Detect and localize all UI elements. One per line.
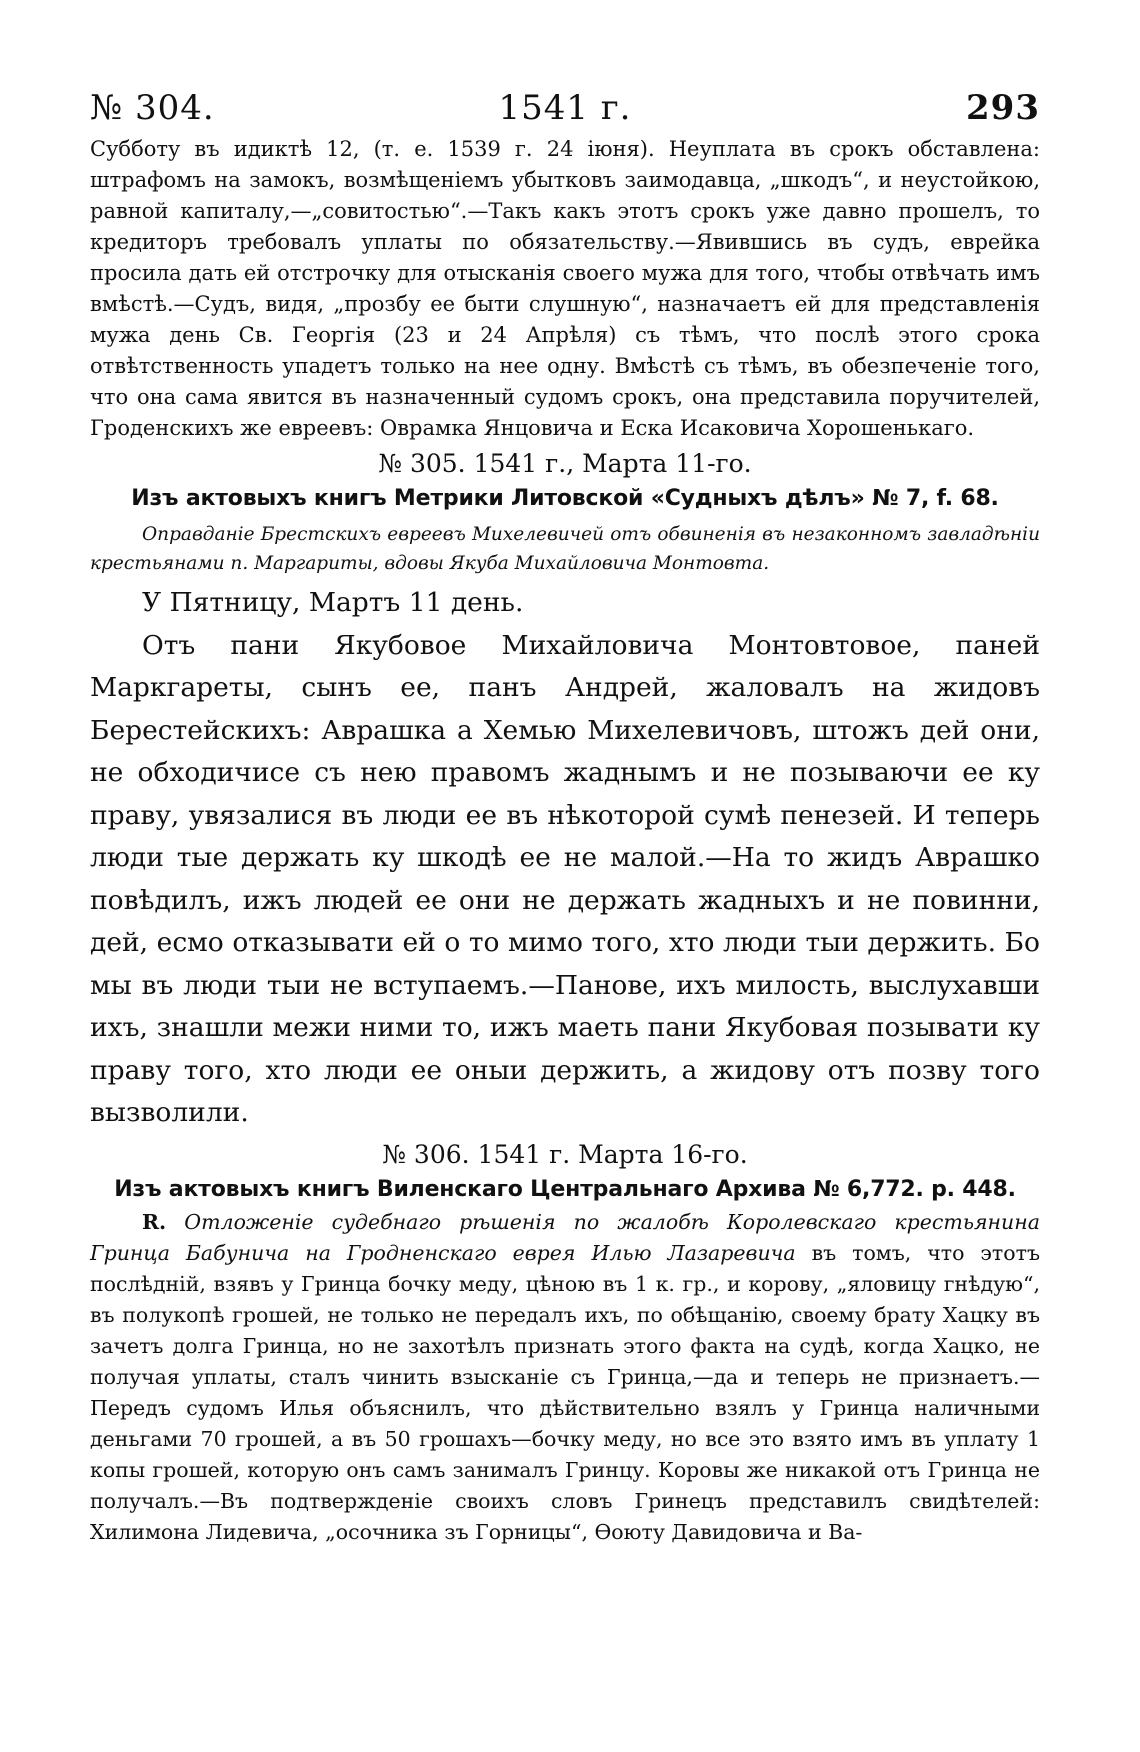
doc306-summary: Отложеніе судебнаго рѣшенія по жалобѣ Королевскаго крестьянина Гринца Бабунича на Гродненскаго еврея Илью Лазаревича (90, 1209, 1040, 1265)
doc305-section (90, 446, 1040, 1135)
continuation-paragraph: Субботу въ идиктѣ 12, (т. е. 1539 г. 24 іюня). Неуплата въ срокъ обставлена: штрафомъ на замокъ, возмѣщеніемъ убытковъ заимодавца, „шкодъ“, и неустойкою, равной капиталу,—„совитостью“.—Такъ какъ этотъ срокъ уже давно прошелъ, то кредиторъ требовалъ уплаты по обязательству.—Явившись въ судъ, еврейка просила дать ей отстрочку для отысканія своего мужа для того, чтобы отвѣчать имъ вмѣстѣ.—Судъ, видя, „прозбу ее быти слушную“, назначаетъ ей для представленія мужа день Св. Георгія (23 и 24 Апрѣля) съ тѣмъ, что послѣ этого срока отвѣтственность упадетъ только на нее одну. Вмѣстѣ съ тѣмъ, въ обезпеченіе того, что она сама явится въ назначенный судомъ срокъ, она представила поручителей, Гроденскихъ же евреевъ: Оврамка Янцовича и Еска Исаковича Хорошенькаго. (90, 137, 1040, 440)
document-page (90, 78, 1040, 1548)
header-year: 1541 г. (498, 88, 632, 128)
doc305-opening: У Пятницу, Мартъ 11 день. (142, 587, 524, 618)
doc306-marker: R. (142, 1209, 167, 1234)
doc306-source: Изъ актовыхъ книгъ Виленскаго Центральнаго Архива № 6,772. р. 448. (114, 1176, 1016, 1202)
doc305-body: Отъ пани Якубовое Михайловича Монтовтовое, паней Маркгареты, сынъ ее, панъ Андрей, жаловалъ на жидовъ Берестейскихъ: Аврашка а Хемью Михелевичовъ, штожъ дей они, не обходичисе съ нею правомъ жаднымъ и не позываючи ее ку праву, увязалися въ люди ее въ нѣкоторой сумѣ пенезей. И теперь люди тые держать ку шкодѣ ее не малой.—На то жидъ Аврашко повѣдилъ, ижъ людей ее они не держать жадныхъ и не повинни, дей, есмо отказывати ей о то мимо того, хто люди тыи держить. Бо мы въ люди тыи не вступаемъ.—Панове, ихъ милость, выслухавши ихъ, знашли межи ними то, ижъ маеть пани Якубовая позывати ку праву того, хто люди ее оныи держить, а жидову отъ позву того вызволили. (90, 629, 1040, 1128)
doc305-text (90, 582, 1040, 1135)
doc306-section (90, 1137, 1040, 1548)
doc306-body: въ томъ, что этотъ послѣдній, взявъ у Гринца бочку меду, цѣною въ 1 к. гр., и корову, „яловицу гнѣдую“, въ полукопѣ грошей, не только не передалъ ихъ, по обѣщанію, своему брату Хацку въ зачетъ долга Гринца, но не захотѣлъ признать этого факта на судѣ, когда Хацко, не получая уплаты, сталъ чинить взысканіе съ Гринца,—да и теперь не признаетъ.—Передъ судомъ Илья объяснилъ, что дѣйствительно взялъ у Гринца наличными деньгами 70 грошей, а въ 50 грошахъ—бочку меду, но все это взято имъ въ уплату 1 копы грошей, которую онъ самъ занималъ Гринцу. Коровы же никакой отъ Гринца не получалъ.—Въ подтвержденіе своихъ словъ Гринецъ представилъ свидѣтелей: Хилимона Лидевича, „осочника зъ Горницы“, Өоюту Давидовича и Ва- (90, 1240, 1040, 1544)
doc305-title: № 305. 1541 г., Марта 11-го. (378, 449, 752, 478)
page-number: 293 (966, 88, 1040, 128)
doc306-title: № 306. 1541 г. Марта 16-го. (382, 1139, 748, 1169)
header-doc-number: № 304. (90, 88, 215, 128)
page-header (90, 78, 1040, 134)
doc304-continuation (90, 134, 1040, 444)
doc306-paragraph (90, 1207, 1040, 1548)
doc305-source: Изъ актовыхъ книгъ Метрики Литовской «Судныхъ дѣлъ» № 7, f. 68. (131, 486, 999, 511)
doc305-summary: Оправданіе Брестскихъ евреевъ Михелевичей отъ обвиненія въ незаконномъ завладѣніи крестьянами п. Маргариты, вдовы Якуба Михайловича Монтовта. (90, 524, 1040, 574)
